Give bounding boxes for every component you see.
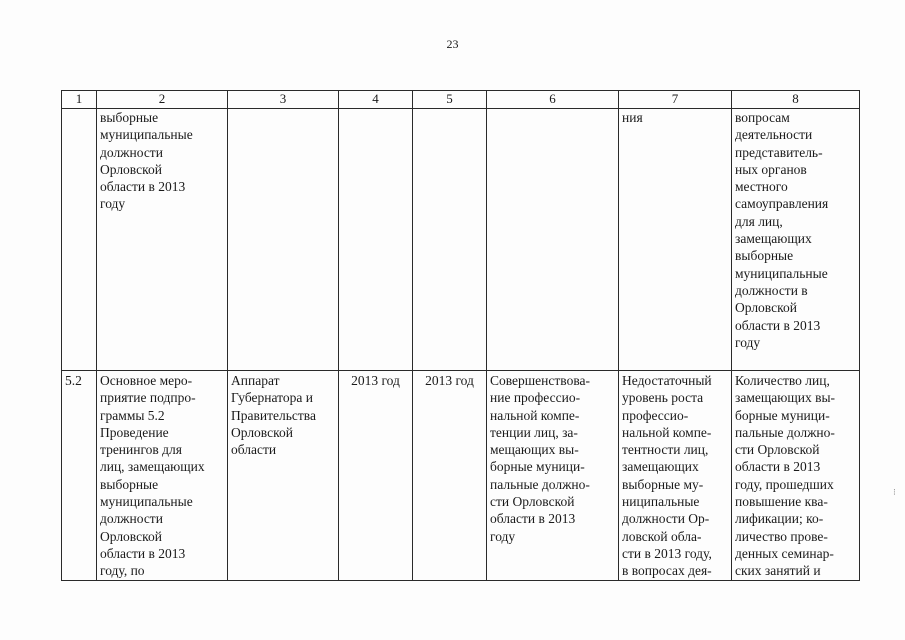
header-col-8: 8 <box>732 91 860 109</box>
row52-consequences: Недостаточный уровень роста профессио- нальной компе- тентности лиц, замещающих выборные му- ниципальные должности Ор- ловской обла- сти в 2013 году, в вопросах дея- <box>619 371 732 581</box>
header-col-4: 4 <box>339 91 413 109</box>
cont-col-4 <box>339 109 413 371</box>
cont-col-3 <box>228 109 339 371</box>
row52-indicators: Количество лиц, замещающих вы- борные муници- пальные должно- сти Орловской области в 2013 году, прошедших повышение ква- лификации; ко- личество прове- денных семинар- ских занятий и <box>732 371 860 581</box>
row52-expected-result: Совершенствова- ние профессио- нальной компе- тенции лиц, за- мещающих вы- борные муници- пальные должно- сти Орловской области в 2013 году <box>487 371 619 581</box>
page-number: 23 <box>446 37 459 51</box>
table-row-5-2 <box>62 371 860 581</box>
row52-measure: Основное меро- приятие подпро- граммы 5.2 Проведение тренингов для лиц, замещающих выборные муниципальные должности Орловской области в 2013 году, по <box>97 371 228 581</box>
header-col-3: 3 <box>228 91 339 109</box>
header-col-5: 5 <box>413 91 487 109</box>
cont-col-5 <box>413 109 487 371</box>
header-col-2: 2 <box>97 91 228 109</box>
header-row <box>62 91 860 109</box>
header-col-1: 1 <box>62 91 97 109</box>
scan-mark: ⁝ <box>893 487 896 497</box>
cont-col-6 <box>487 109 619 371</box>
continuation-row <box>62 109 860 371</box>
measures-table <box>61 90 860 581</box>
header-col-6: 6 <box>487 91 619 109</box>
cont-col-1 <box>62 109 97 371</box>
row52-number: 5.2 <box>62 371 97 581</box>
cont-col-7: ния <box>619 109 732 371</box>
header-col-7: 7 <box>619 91 732 109</box>
cont-col-2: выборные муниципальные должности Орловской области в 2013 году <box>97 109 228 371</box>
cont-col-8: вопросам деятельности представитель- ных органов местного самоуправления для лиц, замещающих выборные муниципальные должности в Орловской области в 2013 году <box>732 109 860 371</box>
row52-executor: Аппарат Губернатора и Правительства Орловской области <box>228 371 339 581</box>
row52-end-year: 2013 год <box>413 371 487 581</box>
row52-start-year: 2013 год <box>339 371 413 581</box>
